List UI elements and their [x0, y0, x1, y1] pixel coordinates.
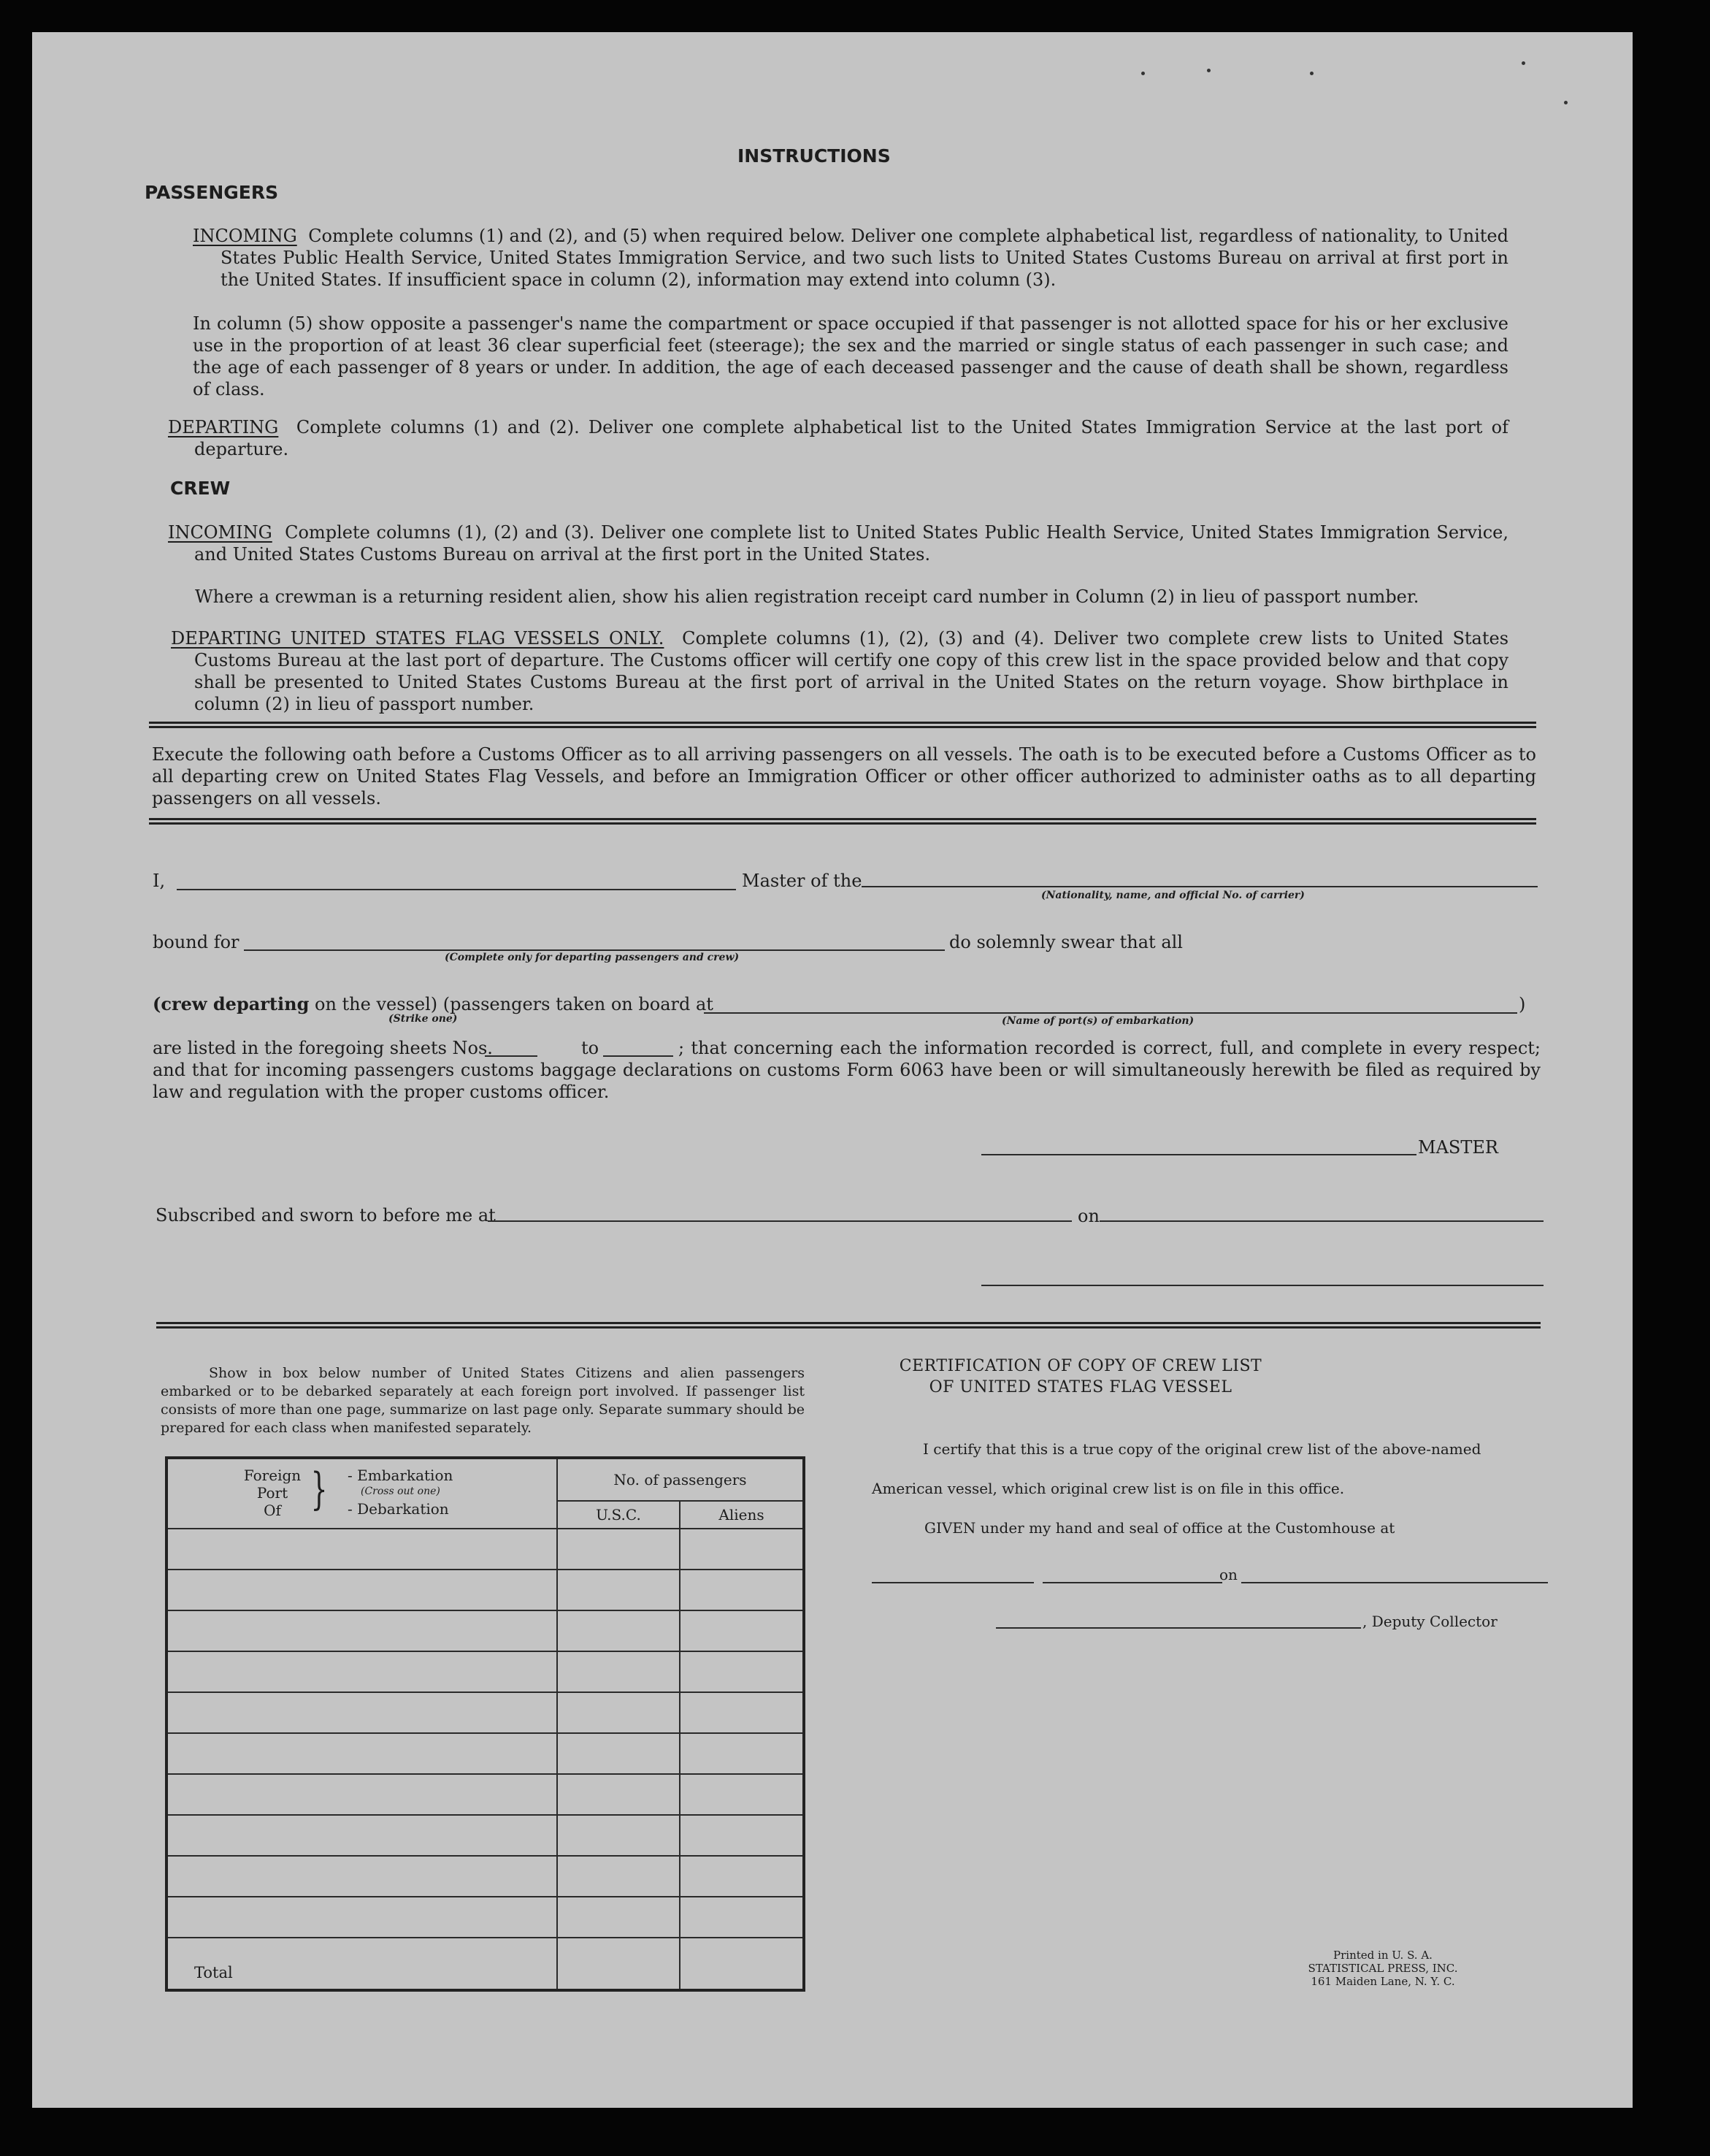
certification-title-line1: CERTIFICATION OF COPY OF CREW LIST: [899, 1357, 1262, 1375]
crew-departing-paragraph: [171, 627, 1508, 715]
form-sheet: [32, 32, 1633, 2108]
port-cell[interactable]: [166, 1651, 557, 1692]
certify-line1: I certify that this is a true copy of the original crew list of the above-named: [923, 1440, 1481, 1458]
sworn-date-field[interactable]: [1100, 1220, 1544, 1222]
passengers-incoming-paragraph: [193, 225, 1508, 291]
passengers-incoming-text: Complete columns (1) and (2), and (5) when required below. Deliver one complete alphabetical list, regardless of nationality, to United States Public Health Service, United States Immigration Service, and two such lists to United States Customs Bureau on arrival at first port in the United States. If insufficient space in column (2), information may extend into column (3).: [221, 226, 1508, 290]
master-signature-field[interactable]: [981, 1154, 1416, 1155]
master-name-field[interactable]: [177, 889, 736, 890]
foreign-port-header: [166, 1458, 557, 1529]
printer-line3: 161 Maiden Lane, N. Y. C.: [1311, 1975, 1455, 1988]
to-label: to: [581, 1038, 599, 1058]
aliens-cell[interactable]: [680, 1610, 804, 1651]
usc-total-cell[interactable]: [557, 1938, 680, 1990]
customhouse-field-2[interactable]: [1043, 1582, 1222, 1583]
crew-incoming-text: Complete columns (1), (2) and (3). Deliver one complete list to United States Public Health Service, United States Immigration Service, and United States Customs Bureau on arrival at the first port in the United States.: [194, 522, 1508, 565]
no-of-passengers-header: No. of passengers: [557, 1458, 804, 1501]
passengers-heading: PASSENGERS: [145, 182, 279, 203]
usc-cell[interactable]: [557, 1856, 680, 1897]
passengers-column5-paragraph: In column (5) show opposite a passenger's name the compartment or space occupied if that passenger is not allotted space for his or her exclusive use in the proportion of at least 36 clear superficial feet (steerage); the sex and the married or single status of each passenger in such case; and the age of each passenger of 8 years or under. In addition, the age of each deceased passenger and the cause of death shall be shown, regardless of class.: [193, 313, 1508, 400]
ports-caption: (Name of port(s) of embarkation): [1002, 1015, 1195, 1027]
passengers-taken-option[interactable]: (passengers taken on board at: [442, 994, 713, 1014]
table-row: [166, 1651, 804, 1692]
passengers-departing-label: DEPARTING: [168, 417, 279, 437]
usc-cell[interactable]: [557, 1651, 680, 1692]
crew-incoming-label: INCOMING: [168, 522, 272, 543]
swear-text: do solemnly swear that all: [949, 932, 1183, 952]
table-row: [166, 1610, 804, 1651]
summary-instructions: Show in box below number of United States Citizens and alien passengers embarked or to be debarked separately at each foreign port involved. If passenger list consists of more than one page, summarize on last page only. Separate summary should be prepared for each class when manifested separately.: [161, 1365, 805, 1436]
table-row: [166, 1570, 804, 1610]
oath-i-label: I,: [153, 871, 166, 891]
bound-for-caption: (Complete only for departing passengers and crew): [445, 952, 740, 963]
embarkation-ports-field[interactable]: [704, 1012, 1517, 1014]
table-row: [166, 1733, 804, 1774]
port-cell[interactable]: [166, 1774, 557, 1815]
deputy-signature-field[interactable]: [996, 1627, 1361, 1629]
port-cell[interactable]: [166, 1897, 557, 1938]
passenger-summary-table: [165, 1456, 805, 1992]
given-text: GIVEN under my hand and seal of office at the Customhouse at: [924, 1519, 1395, 1537]
passengers-departing-paragraph: [168, 416, 1508, 460]
speck: [1141, 72, 1145, 75]
passengers-departing-text: Complete columns (1) and (2). Deliver one complete alphabetical list to the United States Immigration Service at the last port of departure.: [194, 417, 1508, 459]
given-date-field[interactable]: [1241, 1582, 1548, 1583]
master-of-label: Master of the: [742, 871, 862, 891]
usc-cell[interactable]: [557, 1897, 680, 1938]
customhouse-field[interactable]: [872, 1582, 1034, 1583]
crew-departing-text: Complete columns (1), (2), (3) and (4). Deliver two complete crew lists to United States Customs Bureau at the last port of departure. The Customs officer will certify one copy of this crew list in the space provided below and that copy shall be presented to United States Customs Bureau at the first port of arrival in the United States on the return voyage. Show birthplace in column (2) in lieu of passport number.: [194, 628, 1509, 714]
table-row: [166, 1897, 804, 1938]
aliens-cell[interactable]: [680, 1856, 804, 1897]
total-label: Total: [166, 1938, 557, 1990]
bound-for-field[interactable]: [244, 949, 945, 951]
usc-cell[interactable]: [557, 1815, 680, 1856]
aliens-cell[interactable]: [680, 1651, 804, 1692]
aliens-cell[interactable]: [680, 1897, 804, 1938]
crew-passengers-line: [153, 993, 713, 1015]
table-row: [166, 1815, 804, 1856]
aliens-cell[interactable]: [680, 1570, 804, 1610]
table-row: [166, 1529, 804, 1570]
speck: [1310, 72, 1314, 75]
aliens-header: Aliens: [680, 1501, 804, 1529]
master-label: MASTER: [1418, 1137, 1498, 1158]
printer-line2: STATISTICAL PRESS, INC.: [1308, 1962, 1458, 1975]
usc-cell[interactable]: [557, 1692, 680, 1733]
certify-line2: American vessel, which original crew list is on file in this office.: [872, 1480, 1345, 1497]
close-paren: ): [1519, 994, 1526, 1014]
aliens-cell[interactable]: [680, 1733, 804, 1774]
divider: [156, 1322, 1541, 1329]
sworn-place-field[interactable]: [488, 1220, 1072, 1222]
of-label: Of: [264, 1502, 281, 1519]
listed-prefix: are listed in the foregoing sheets Nos.: [153, 1038, 493, 1058]
oath-intro: Execute the following oath before a Customs Officer as to all arriving passengers on all vessels. The oath is to be executed before a Customs Officer as to all departing crew on United States Flag Vessels, and before an Immigration Officer or other officer authorized to administer oaths as to all departing passengers on all vessels.: [152, 744, 1536, 808]
divider: [149, 818, 1536, 825]
carrier-field[interactable]: [862, 886, 1538, 887]
aliens-cell[interactable]: [680, 1774, 804, 1815]
port-cell[interactable]: [166, 1815, 557, 1856]
brace-icon: }: [310, 1464, 328, 1515]
total-row: [166, 1938, 804, 1990]
port-cell[interactable]: [166, 1733, 557, 1774]
aliens-cell[interactable]: [680, 1692, 804, 1733]
crew-incoming-paragraph: [168, 521, 1508, 565]
on-vessel-text: on the vessel): [315, 994, 438, 1014]
printer-line1: Printed in U. S. A.: [1333, 1949, 1433, 1962]
certification-title-line2: OF UNITED STATES FLAG VESSEL: [929, 1378, 1232, 1396]
carrier-caption: (Nationality, name, and official No. of carrier): [1041, 890, 1305, 901]
deputy-collector-label: , Deputy Collector: [1362, 1613, 1498, 1630]
usc-cell[interactable]: [557, 1570, 680, 1610]
divider: [149, 722, 1536, 728]
usc-cell[interactable]: [557, 1529, 680, 1570]
usc-cell[interactable]: [557, 1733, 680, 1774]
foreign-label: Foreign: [243, 1467, 302, 1484]
listed-text: ; that concerning each the information recorded is correct, full, and complete in every respect; and that for incoming passengers customs baggage declarations on customs Form 6063 have been or will simultaneously herewith be filed as required by law and regulation with the proper customs officer.: [153, 1038, 1541, 1102]
officer-signature-field[interactable]: [981, 1285, 1544, 1286]
table-row: [166, 1692, 804, 1733]
cross-out-caption: (Cross out one): [361, 1486, 440, 1497]
table-row: [166, 1774, 804, 1815]
usc-header: U.S.C.: [557, 1501, 680, 1529]
port-label: Port: [256, 1484, 288, 1502]
passengers-incoming-label: INCOMING: [193, 226, 297, 246]
given-on-label: on: [1219, 1566, 1238, 1583]
speck: [1522, 61, 1525, 65]
usc-cell[interactable]: [557, 1774, 680, 1815]
crew-departing-option[interactable]: (crew departing: [153, 993, 310, 1014]
crew-resident-paragraph: Where a crewman is a returning resident alien, show his alien registration receipt card number in Column (2) in lieu of passport number.: [195, 586, 1419, 607]
debarkation-option[interactable]: - Debarkation: [348, 1500, 449, 1518]
crew-heading: CREW: [170, 478, 231, 499]
speck: [1207, 69, 1211, 72]
table-row: [166, 1856, 804, 1897]
port-cell[interactable]: [166, 1529, 557, 1570]
port-cell[interactable]: [166, 1610, 557, 1651]
subscribed-label: Subscribed and sworn to before me at: [156, 1205, 496, 1226]
instructions-title: INSTRUCTIONS: [737, 145, 891, 167]
aliens-cell[interactable]: [680, 1815, 804, 1856]
port-cell[interactable]: [166, 1692, 557, 1733]
aliens-total-cell[interactable]: [680, 1938, 804, 1990]
usc-cell[interactable]: [557, 1610, 680, 1651]
embarkation-option[interactable]: - Embarkation: [348, 1467, 453, 1484]
aliens-cell[interactable]: [680, 1529, 804, 1570]
speck: [1564, 101, 1568, 104]
strike-one-caption: (Strike one): [388, 1013, 458, 1025]
bound-for-label: bound for: [153, 932, 239, 952]
sworn-on-label: on: [1078, 1206, 1100, 1226]
crew-departing-label: DEPARTING UNITED STATES FLAG VESSELS ONLY.: [171, 628, 664, 649]
port-cell[interactable]: [166, 1570, 557, 1610]
port-cell[interactable]: [166, 1856, 557, 1897]
